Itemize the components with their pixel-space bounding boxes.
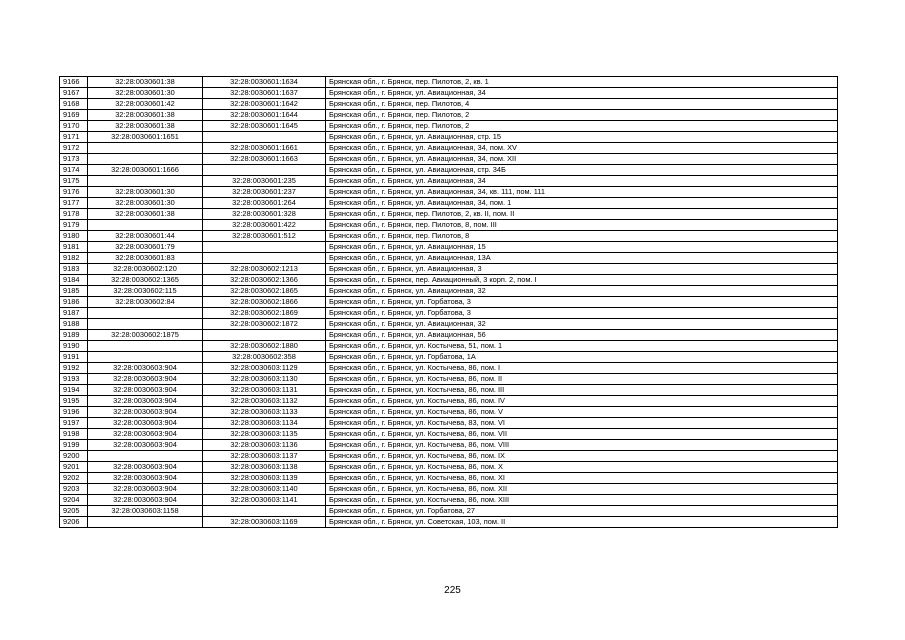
- address-cell: Брянская обл., г. Брянск, ул. Авиационная, 3: [326, 264, 838, 275]
- address-cell: Брянская обл., г. Брянск, ул. Костычева, 86, пом. I: [326, 363, 838, 374]
- object-cadastral-cell: [203, 253, 326, 264]
- object-cadastral-cell: 32:28:0030601:512: [203, 231, 326, 242]
- object-cadastral-cell: 32:28:0030602:1865: [203, 286, 326, 297]
- table-row: [60, 264, 838, 275]
- row-number-cell: 9185: [60, 286, 88, 297]
- address-cell: Брянская обл., г. Брянск, ул. Костычева, 86, пом. XII: [326, 484, 838, 495]
- table-row: [60, 473, 838, 484]
- object-cadastral-cell: 32:28:0030603:1169: [203, 517, 326, 528]
- address-cell: Брянская обл., г. Брянск, пер. Пилотов, 2: [326, 121, 838, 132]
- table-row: [60, 99, 838, 110]
- address-cell: Брянская обл., г. Брянск, ул. Авиационная, 56: [326, 330, 838, 341]
- row-number-cell: 9190: [60, 341, 88, 352]
- row-number-cell: 9171: [60, 132, 88, 143]
- table-row: [60, 374, 838, 385]
- table-row: [60, 165, 838, 176]
- object-cadastral-cell: 32:28:0030601:422: [203, 220, 326, 231]
- table-row: [60, 242, 838, 253]
- row-number-cell: 9191: [60, 352, 88, 363]
- object-cadastral-cell: [203, 506, 326, 517]
- row-number-cell: 9206: [60, 517, 88, 528]
- table-row: [60, 440, 838, 451]
- parcel-cadastral-cell: 32:28:0030601:30: [88, 88, 203, 99]
- row-number-cell: 9183: [60, 264, 88, 275]
- table-row: [60, 275, 838, 286]
- table-row: [60, 154, 838, 165]
- parcel-cadastral-cell: 32:28:0030601:38: [88, 209, 203, 220]
- object-cadastral-cell: 32:28:0030601:1637: [203, 88, 326, 99]
- parcel-cadastral-cell: 32:28:0030602:1365: [88, 275, 203, 286]
- row-number-cell: 9180: [60, 231, 88, 242]
- address-cell: Брянская обл., г. Брянск, ул. Авиационная, 13А: [326, 253, 838, 264]
- row-number-cell: 9197: [60, 418, 88, 429]
- address-cell: Брянская обл., г. Брянск, ул. Костычева, 86, пом. VII: [326, 429, 838, 440]
- row-number-cell: 9189: [60, 330, 88, 341]
- parcel-cadastral-cell: 32:28:0030601:30: [88, 187, 203, 198]
- table-row: [60, 308, 838, 319]
- parcel-cadastral-cell: 32:28:0030601:42: [88, 99, 203, 110]
- page-number: 225: [444, 585, 461, 596]
- row-number-cell: 9167: [60, 88, 88, 99]
- row-number-cell: 9173: [60, 154, 88, 165]
- object-cadastral-cell: 32:28:0030603:1129: [203, 363, 326, 374]
- object-cadastral-cell: 32:28:0030603:1133: [203, 407, 326, 418]
- object-cadastral-cell: 32:28:0030603:1132: [203, 396, 326, 407]
- object-cadastral-cell: 32:28:0030603:1135: [203, 429, 326, 440]
- object-cadastral-cell: 32:28:0030602:1880: [203, 341, 326, 352]
- address-cell: Брянская обл., г. Брянск, ул. Горбатова, 3: [326, 297, 838, 308]
- parcel-cadastral-cell: 32:28:0030602:120: [88, 264, 203, 275]
- address-cell: Брянская обл., г. Брянск, пер. Пилотов, 2, кв. II, пом. II: [326, 209, 838, 220]
- table-row: [60, 253, 838, 264]
- object-cadastral-cell: 32:28:0030603:1140: [203, 484, 326, 495]
- parcel-cadastral-cell: 32:28:0030603:904: [88, 440, 203, 451]
- address-cell: Брянская обл., г. Брянск, ул. Костычева, 86, пом. VIII: [326, 440, 838, 451]
- parcel-cadastral-cell: 32:28:0030603:904: [88, 429, 203, 440]
- address-cell: Брянская обл., г. Брянск, ул. Советская, 103, пом. II: [326, 517, 838, 528]
- parcel-cadastral-cell: [88, 451, 203, 462]
- object-cadastral-cell: [203, 132, 326, 143]
- object-cadastral-cell: 32:28:0030601:237: [203, 187, 326, 198]
- row-number-cell: 9184: [60, 275, 88, 286]
- parcel-cadastral-cell: 32:28:0030602:1875: [88, 330, 203, 341]
- parcel-cadastral-cell: 32:28:0030601:38: [88, 77, 203, 88]
- address-cell: Брянская обл., г. Брянск, ул. Костычева, 86, пом. XI: [326, 473, 838, 484]
- address-cell: Брянская обл., г. Брянск, ул. Горбатова, 1А: [326, 352, 838, 363]
- table-row: [60, 418, 838, 429]
- row-number-cell: 9202: [60, 473, 88, 484]
- parcel-cadastral-cell: [88, 143, 203, 154]
- parcel-cadastral-cell: 32:28:0030602:115: [88, 286, 203, 297]
- table-row: [60, 385, 838, 396]
- address-cell: Брянская обл., г. Брянск, ул. Горбатова, 27: [326, 506, 838, 517]
- registry-table-body: [60, 77, 838, 528]
- address-cell: Брянская обл., г. Брянск, ул. Костычева, 83, пом. VI: [326, 418, 838, 429]
- address-cell: Брянская обл., г. Брянск, ул. Костычева, 86, пом. IX: [326, 451, 838, 462]
- row-number-cell: 9169: [60, 110, 88, 121]
- row-number-cell: 9195: [60, 396, 88, 407]
- parcel-cadastral-cell: 32:28:0030601:38: [88, 121, 203, 132]
- registry-table: [59, 76, 838, 528]
- object-cadastral-cell: 32:28:0030603:1139: [203, 473, 326, 484]
- parcel-cadastral-cell: 32:28:0030603:904: [88, 374, 203, 385]
- object-cadastral-cell: 32:28:0030601:1642: [203, 99, 326, 110]
- row-number-cell: 9181: [60, 242, 88, 253]
- object-cadastral-cell: 32:28:0030603:1141: [203, 495, 326, 506]
- object-cadastral-cell: 32:28:0030603:1134: [203, 418, 326, 429]
- object-cadastral-cell: 32:28:0030602:1872: [203, 319, 326, 330]
- row-number-cell: 9188: [60, 319, 88, 330]
- object-cadastral-cell: 32:28:0030602:1866: [203, 297, 326, 308]
- table-row: [60, 396, 838, 407]
- row-number-cell: 9200: [60, 451, 88, 462]
- parcel-cadastral-cell: 32:28:0030601:1666: [88, 165, 203, 176]
- row-number-cell: 9187: [60, 308, 88, 319]
- address-cell: Брянская обл., г. Брянск, ул. Костычева, 86, пом. X: [326, 462, 838, 473]
- table-row: [60, 407, 838, 418]
- address-cell: Брянская обл., г. Брянск, ул. Авиационная, стр. 34Б: [326, 165, 838, 176]
- address-cell: Брянская обл., г. Брянск, ул. Авиационная, 32: [326, 319, 838, 330]
- address-cell: Брянская обл., г. Брянск, ул. Костычева, 86, пом. II: [326, 374, 838, 385]
- table-row: [60, 286, 838, 297]
- address-cell: Брянская обл., г. Брянск, ул. Костычева, 86, пом. V: [326, 407, 838, 418]
- table-row: [60, 220, 838, 231]
- object-cadastral-cell: 32:28:0030601:1645: [203, 121, 326, 132]
- parcel-cadastral-cell: 32:28:0030603:904: [88, 407, 203, 418]
- address-cell: Брянская обл., г. Брянск, ул. Авиационная, 34, пом. 1: [326, 198, 838, 209]
- table-row: [60, 176, 838, 187]
- address-cell: Брянская обл., г. Брянск, ул. Горбатова, 3: [326, 308, 838, 319]
- row-number-cell: 9176: [60, 187, 88, 198]
- table-row: [60, 198, 838, 209]
- address-cell: Брянская обл., г. Брянск, ул. Костычева, 51, пом. 1: [326, 341, 838, 352]
- parcel-cadastral-cell: [88, 154, 203, 165]
- parcel-cadastral-cell: 32:28:0030603:904: [88, 462, 203, 473]
- object-cadastral-cell: 32:28:0030601:264: [203, 198, 326, 209]
- address-cell: Брянская обл., г. Брянск, пер. Пилотов, 4: [326, 99, 838, 110]
- parcel-cadastral-cell: [88, 341, 203, 352]
- table-row: [60, 319, 838, 330]
- table-row: [60, 341, 838, 352]
- address-cell: Брянская обл., г. Брянск, ул. Авиационная, 34, кв. 111, пом. 111: [326, 187, 838, 198]
- object-cadastral-cell: 32:28:0030601:328: [203, 209, 326, 220]
- parcel-cadastral-cell: 32:28:0030601:83: [88, 253, 203, 264]
- row-number-cell: 9172: [60, 143, 88, 154]
- parcel-cadastral-cell: 32:28:0030601:38: [88, 110, 203, 121]
- row-number-cell: 9192: [60, 363, 88, 374]
- table-row: [60, 231, 838, 242]
- address-cell: Брянская обл., г. Брянск, ул. Костычева, 86, пом. XIII: [326, 495, 838, 506]
- object-cadastral-cell: 32:28:0030601:235: [203, 176, 326, 187]
- row-number-cell: 9178: [60, 209, 88, 220]
- object-cadastral-cell: 32:28:0030602:1213: [203, 264, 326, 275]
- table-row: [60, 143, 838, 154]
- parcel-cadastral-cell: 32:28:0030603:904: [88, 418, 203, 429]
- parcel-cadastral-cell: [88, 517, 203, 528]
- address-cell: Брянская обл., г. Брянск, пер. Пилотов, 2: [326, 110, 838, 121]
- table-row: [60, 506, 838, 517]
- address-cell: Брянская обл., г. Брянск, ул. Авиационная, 15: [326, 242, 838, 253]
- address-cell: Брянская обл., г. Брянск, пер. Пилотов, 8: [326, 231, 838, 242]
- table-row: [60, 187, 838, 198]
- table-row: [60, 132, 838, 143]
- object-cadastral-cell: [203, 165, 326, 176]
- row-number-cell: 9170: [60, 121, 88, 132]
- object-cadastral-cell: 32:28:0030601:1644: [203, 110, 326, 121]
- object-cadastral-cell: 32:28:0030603:1137: [203, 451, 326, 462]
- parcel-cadastral-cell: [88, 220, 203, 231]
- row-number-cell: 9168: [60, 99, 88, 110]
- parcel-cadastral-cell: [88, 319, 203, 330]
- table-row: [60, 495, 838, 506]
- row-number-cell: 9194: [60, 385, 88, 396]
- row-number-cell: 9179: [60, 220, 88, 231]
- object-cadastral-cell: 32:28:0030603:1131: [203, 385, 326, 396]
- row-number-cell: 9198: [60, 429, 88, 440]
- parcel-cadastral-cell: [88, 308, 203, 319]
- object-cadastral-cell: [203, 242, 326, 253]
- row-number-cell: 9193: [60, 374, 88, 385]
- row-number-cell: 9186: [60, 297, 88, 308]
- row-number-cell: 9175: [60, 176, 88, 187]
- address-cell: Брянская обл., г. Брянск, ул. Авиационная, 34: [326, 176, 838, 187]
- object-cadastral-cell: 32:28:0030603:1136: [203, 440, 326, 451]
- parcel-cadastral-cell: 32:28:0030601:1651: [88, 132, 203, 143]
- parcel-cadastral-cell: 32:28:0030603:904: [88, 484, 203, 495]
- object-cadastral-cell: 32:28:0030602:1366: [203, 275, 326, 286]
- row-number-cell: 9174: [60, 165, 88, 176]
- table-row: [60, 517, 838, 528]
- object-cadastral-cell: [203, 330, 326, 341]
- parcel-cadastral-cell: 32:28:0030603:904: [88, 385, 203, 396]
- parcel-cadastral-cell: [88, 352, 203, 363]
- row-number-cell: 9177: [60, 198, 88, 209]
- object-cadastral-cell: 32:28:0030603:1138: [203, 462, 326, 473]
- address-cell: Брянская обл., г. Брянск, ул. Авиационная, 34, пом. XV: [326, 143, 838, 154]
- address-cell: Брянская обл., г. Брянск, ул. Костычева, 86, пом. IV: [326, 396, 838, 407]
- table-row: [60, 429, 838, 440]
- parcel-cadastral-cell: 32:28:0030603:904: [88, 473, 203, 484]
- address-cell: Брянская обл., г. Брянск, ул. Авиационная, 34: [326, 88, 838, 99]
- row-number-cell: 9199: [60, 440, 88, 451]
- parcel-cadastral-cell: 32:28:0030601:30: [88, 198, 203, 209]
- table-row: [60, 121, 838, 132]
- address-cell: Брянская обл., г. Брянск, ул. Авиационная, стр. 15: [326, 132, 838, 143]
- parcel-cadastral-cell: 32:28:0030603:904: [88, 396, 203, 407]
- parcel-cadastral-cell: 32:28:0030602:84: [88, 297, 203, 308]
- parcel-cadastral-cell: 32:28:0030603:904: [88, 495, 203, 506]
- table-row: [60, 352, 838, 363]
- row-number-cell: 9203: [60, 484, 88, 495]
- object-cadastral-cell: 32:28:0030602:1869: [203, 308, 326, 319]
- parcel-cadastral-cell: 32:28:0030603:904: [88, 363, 203, 374]
- row-number-cell: 9196: [60, 407, 88, 418]
- object-cadastral-cell: 32:28:0030601:1663: [203, 154, 326, 165]
- address-cell: Брянская обл., г. Брянск, пер. Авиационный, 3 корп. 2, пом. I: [326, 275, 838, 286]
- table-row: [60, 451, 838, 462]
- table-row: [60, 330, 838, 341]
- parcel-cadastral-cell: 32:28:0030603:1158: [88, 506, 203, 517]
- table-row: [60, 110, 838, 121]
- parcel-cadastral-cell: [88, 176, 203, 187]
- address-cell: Брянская обл., г. Брянск, ул. Авиационная, 32: [326, 286, 838, 297]
- row-number-cell: 9182: [60, 253, 88, 264]
- table-row: [60, 209, 838, 220]
- row-number-cell: 9204: [60, 495, 88, 506]
- row-number-cell: 9201: [60, 462, 88, 473]
- parcel-cadastral-cell: 32:28:0030601:44: [88, 231, 203, 242]
- address-cell: Брянская обл., г. Брянск, ул. Костычева, 86, пом. III: [326, 385, 838, 396]
- table-row: [60, 484, 838, 495]
- object-cadastral-cell: 32:28:0030602:358: [203, 352, 326, 363]
- address-cell: Брянская обл., г. Брянск, пер. Пилотов, 8, пом. III: [326, 220, 838, 231]
- object-cadastral-cell: 32:28:0030601:1634: [203, 77, 326, 88]
- table-row: [60, 297, 838, 308]
- table-row: [60, 462, 838, 473]
- parcel-cadastral-cell: 32:28:0030601:79: [88, 242, 203, 253]
- table-row: [60, 88, 838, 99]
- address-cell: Брянская обл., г. Брянск, ул. Авиационная, 34, пом. XII: [326, 154, 838, 165]
- address-cell: Брянская обл., г. Брянск, пер. Пилотов, 2, кв. 1: [326, 77, 838, 88]
- object-cadastral-cell: 32:28:0030603:1130: [203, 374, 326, 385]
- table-row: [60, 363, 838, 374]
- row-number-cell: 9205: [60, 506, 88, 517]
- object-cadastral-cell: 32:28:0030601:1661: [203, 143, 326, 154]
- table-row: [60, 77, 838, 88]
- row-number-cell: 9166: [60, 77, 88, 88]
